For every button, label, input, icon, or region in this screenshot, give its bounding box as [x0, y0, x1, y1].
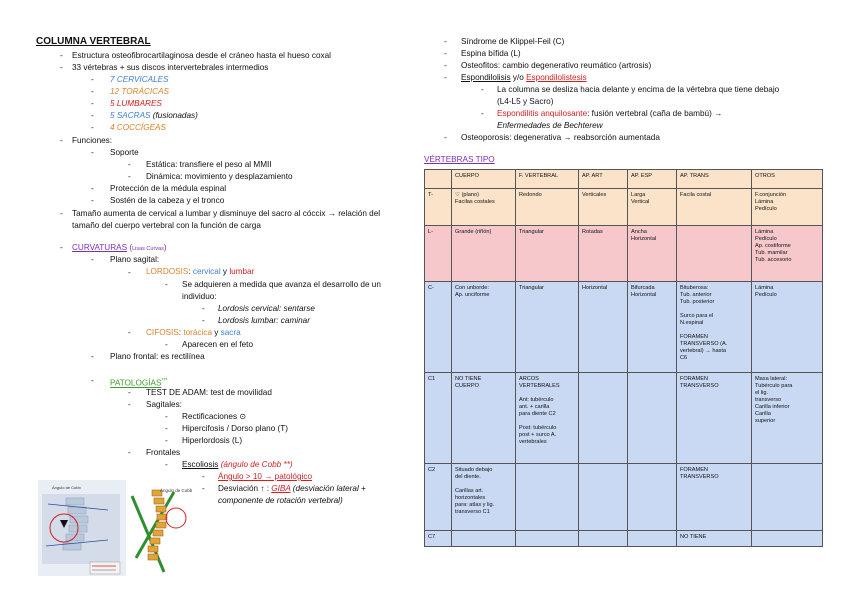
anquilosante-line: [497, 109, 722, 119]
page-title: COLUMNA VERTEBRAL: [36, 36, 151, 47]
table-cell: [677, 282, 752, 373]
desviacion-line: [218, 484, 366, 494]
table-cell: [516, 189, 579, 226]
espond-desc-2: (L4-L5 y Sacro): [497, 97, 554, 106]
table-row: [425, 464, 823, 531]
bullet-dash: -: [444, 133, 447, 142]
table-cell: [579, 189, 628, 226]
table-cell: [452, 373, 516, 464]
bullet-dash: -: [91, 255, 94, 264]
region-cervicales: 7 CERVICALES: [110, 75, 169, 84]
bullet-dash: -: [60, 63, 63, 72]
cobb-spine-figure: [126, 486, 198, 576]
escoliosis-label: Escoliosis: [182, 460, 219, 469]
table-row: [425, 531, 823, 547]
bullet-dash: -: [165, 436, 168, 445]
cell-text: ARCOS VERTEBRALES Ant: tubérculo ant. + carilla para diente C2 Post: tubérculo post + surco A. vertebrales: [519, 376, 560, 445]
cell-text: Redondo: [519, 192, 542, 198]
table-cell: [752, 189, 823, 226]
curvatures-label: CURVATURAS: [72, 243, 128, 252]
bullet-dash: -: [444, 49, 447, 58]
table-cell: [628, 282, 677, 373]
table-cell: [752, 226, 823, 282]
cell-text: C7: [428, 534, 436, 540]
cell-text: Con unborde: Ap. unciforme: [455, 285, 490, 298]
bullet-dash: -: [128, 388, 131, 397]
espond-desc-1: La columna se desliza hacia delante y encima de la vértebra que tiene debajo: [497, 85, 780, 94]
table-cell: [752, 373, 823, 464]
cell-text: Lámina Pedículo Ap. costiforme Tub. mamilar Tub. accesorio: [755, 229, 792, 263]
cell-text: Larga Vertical: [631, 192, 650, 205]
fig-label-2: Ángulo de Cobb: [160, 488, 193, 493]
intro-line-2: 33 vértebras + sus discos intervertebrales intermedios: [72, 63, 269, 72]
table-cell: [452, 226, 516, 282]
bullet-dash: -: [60, 243, 63, 252]
bullet-dash: -: [165, 340, 168, 349]
intro-line-1: Estructura osteofibrocartilaginosa desde el cráneo hasta el hueso coxal: [72, 51, 331, 60]
bullet-dash: -: [128, 160, 131, 169]
table-cell: [425, 531, 452, 547]
lordosis-lumbar-note: Lordosis lumbar: caminar: [218, 316, 310, 325]
lordosis-and: y: [220, 267, 230, 276]
lordosis-desc-2: individuo:: [182, 292, 217, 301]
bullet-dash: -: [60, 209, 63, 218]
cell-text: NO TIENE: [680, 534, 707, 540]
cell-text: ♡ (plano) Facilas costales: [455, 192, 495, 205]
path-item-1: Síndrome de Klippel-Feil (C): [461, 37, 565, 46]
table-cell: [452, 464, 516, 531]
anquilosante-label: Espondilitis anquilosante: [497, 109, 588, 118]
path-item-2: Espina bífida (L): [461, 49, 521, 58]
desviacion-prefix: Desviación ↑ :: [218, 484, 272, 493]
anquilosante-desc: : fusión vertebral (caña de bambú) →: [587, 109, 723, 118]
frontal-line: Plano frontal: es rectilínea: [110, 352, 205, 361]
table-header-cell: AP. TRANS: [677, 170, 752, 189]
bullet-dash: -: [165, 424, 168, 433]
cell-text: Horizontal: [582, 285, 608, 291]
bullet-dash: -: [481, 109, 484, 118]
cell-text: Facila costal: [680, 192, 712, 198]
hiperlordosis: Hiperlordosis (L): [182, 436, 243, 445]
table-cell: [752, 282, 823, 373]
espondilolisis-label: Espondilolisis: [461, 73, 511, 82]
cell-text: T-: [428, 192, 433, 198]
protection-line: Protección de la médula espinal: [110, 184, 227, 193]
bullet-dash: -: [91, 123, 94, 132]
region-sacras-label: 5 SACRAS: [110, 111, 151, 120]
table-cell: [516, 464, 579, 531]
cell-text: Rotadas: [582, 229, 603, 235]
desviacion-rest-2: componente de rotación vertebral): [218, 496, 343, 505]
bullet-dash: -: [60, 136, 63, 145]
desviacion-rest-1: (desviación lateral +: [290, 484, 366, 493]
lordosis-line: [146, 267, 254, 277]
cell-text: FORAMEN TRANSVERSO: [680, 376, 719, 389]
bullet-dash: -: [91, 75, 94, 84]
table-cell: [677, 373, 752, 464]
cobb-xray-figure: [38, 480, 126, 576]
sagittal-label: Plano sagital:: [110, 255, 160, 264]
curvatures-paren-close: ): [163, 243, 167, 252]
table-cell: [628, 226, 677, 282]
table-cell: [516, 373, 579, 464]
curvatures-heading: [72, 243, 167, 254]
head-support-line: Sostén de la cabeza y el tronco: [110, 196, 225, 205]
espondilolistesis-label: Espondilolistesis: [526, 73, 587, 82]
bullet-dash: -: [91, 184, 94, 193]
lordosis-cervical: cervical: [192, 267, 221, 276]
fig-label-1: Ángulo de Cobb: [52, 485, 81, 490]
cell-text: Masa lateral: Tubérculo para el lig. transverso Carilla inferior Carilla superior: [755, 376, 793, 424]
cifosis-and: y: [212, 328, 221, 337]
cifosis-note: Aparecen en el feto: [182, 340, 254, 349]
bullet-dash: -: [91, 148, 94, 157]
adam-test: TEST DE ADAM: test de movilidad: [146, 388, 272, 397]
table-cell: [579, 282, 628, 373]
table-cell: [628, 531, 677, 547]
table-cell: [628, 373, 677, 464]
lordosis-lumbar: lumbar: [229, 267, 255, 276]
escoliosis-line: [182, 460, 293, 470]
bullet-dash: -: [91, 99, 94, 108]
region-sacras: [110, 111, 198, 121]
sagitales-label: Sagitales:: [146, 400, 182, 409]
table-cell: [452, 189, 516, 226]
table-header-cell: AP. ART: [579, 170, 628, 189]
table-cell: [579, 464, 628, 531]
table-row: [425, 282, 823, 373]
table-header-cell: [425, 170, 452, 189]
bullet-dash: -: [444, 61, 447, 70]
cell-text: Situado debajo del diente. Carillas art. horizontales para: atlas y lig. transverso C1: [455, 467, 495, 515]
table-row: [425, 373, 823, 464]
cell-text: Triangular: [519, 285, 544, 291]
size-line-1: Tamaño aumenta de cervical a lumbar y disminuye del sacro al cóccix → relación del: [72, 209, 381, 218]
bullet-dash: -: [60, 51, 63, 60]
hipercifosis: Hipercifosis / Dorso plano (T): [182, 424, 289, 433]
cell-text: Lámina Pedículo: [755, 285, 777, 298]
frontales-label: Frontales: [146, 448, 181, 457]
table-cell: [628, 189, 677, 226]
table-cell: [452, 531, 516, 547]
cell-text: Grande (riñón): [455, 229, 492, 235]
cell-text: Ancha Horizontal: [631, 229, 657, 242]
bullet-dash: -: [91, 352, 94, 361]
dynamic-line: Dinámica: movimiento y desplazamiento: [146, 172, 293, 181]
lordosis-label: LORDOSIS: [146, 267, 189, 276]
table-cell: [425, 282, 452, 373]
cell-text: F.conjunción Lámina Pedículo: [755, 192, 787, 212]
table-cell: [516, 226, 579, 282]
anquilosante-desc-2: Enfermedades de Bechterew: [497, 121, 603, 130]
pathologies-label: PATOLOGÍAS: [110, 378, 162, 388]
cell-text: Bituberosa: Tub. anterior Tub. posterior Surco para el N.espinal FORAMEN TRANSVERSO (A. vertebral) → hasta C6: [680, 285, 728, 361]
table-cell: [516, 282, 579, 373]
path-item-3: Osteofitos: cambio degenerativo reumático (artrosis): [461, 61, 652, 70]
table-row: [425, 189, 823, 226]
table-cell: [516, 531, 579, 547]
region-sacras-suffix: (fusionadas): [150, 111, 198, 120]
bullet-dash: -: [202, 304, 205, 313]
bullet-dash: -: [165, 280, 168, 289]
static-line: Estática: transfiere el peso al MMII: [146, 160, 272, 169]
region-toracicas: 12 TORÁCICAS: [110, 87, 169, 96]
table-cell: [425, 464, 452, 531]
colon: :: [178, 328, 184, 337]
cell-text: C-: [428, 285, 434, 291]
table-header-cell: AP. ESP: [628, 170, 677, 189]
table-cell: [452, 282, 516, 373]
rectificaciones: Rectificaciones ⊙: [182, 412, 247, 421]
table-cell: [579, 531, 628, 547]
size-line-2: tamaño del cuerpo vertebral con la función de carga: [72, 221, 261, 230]
table-header-row: [425, 170, 823, 189]
bullet-dash: -: [91, 196, 94, 205]
cell-text: C2: [428, 467, 436, 473]
curvatures-sub: Lisas Curvas: [132, 246, 164, 252]
table-header-cell: F. VERTEBRAL: [516, 170, 579, 189]
region-lumbares: 5 LUMBARES: [110, 99, 162, 108]
table-cell: [425, 226, 452, 282]
bullet-dash: -: [91, 87, 94, 96]
bullet-dash: -: [91, 376, 94, 385]
table-row: [425, 226, 823, 282]
table-cell: [579, 226, 628, 282]
table-cell: [677, 226, 752, 282]
pathologies-sup: ***: [161, 378, 168, 384]
table-cell: [425, 189, 452, 226]
vertebrae-table: [424, 169, 823, 547]
lordosis-desc-1: Se adquieren a medida que avanza el desarrollo de un: [182, 280, 381, 289]
bullet-dash: -: [202, 472, 205, 481]
bullet-dash: -: [128, 172, 131, 181]
bullet-dash: -: [128, 328, 131, 337]
cell-text: C1: [428, 376, 436, 382]
cell-text: Triangular: [519, 229, 544, 235]
cell-text: Bifurcada Horizontal: [631, 285, 657, 298]
lordosis-cervical-note: Lordosis cervical: sentarse: [218, 304, 315, 313]
table-header-cell: CUERPO: [452, 170, 516, 189]
bullet-dash: -: [165, 460, 168, 469]
giba-label: GIBA: [271, 484, 291, 493]
cell-text: FORAMEN TRANSVERSO: [680, 467, 719, 480]
espond-and: y/o: [510, 73, 527, 82]
table-cell: [425, 373, 452, 464]
support-label: Soporte: [110, 148, 139, 157]
pathologies-heading: [110, 376, 167, 389]
table-title: VÉRTEBRAS TIPO: [424, 155, 495, 164]
functions-label: Funciones:: [72, 136, 113, 145]
cifosis-sacra: sacra: [220, 328, 241, 337]
bullet-dash: -: [128, 400, 131, 409]
bullet-dash: -: [444, 73, 447, 82]
bullet-dash: -: [128, 268, 131, 277]
colon: :: [188, 267, 193, 276]
osteoporosis-line: Osteoporosis: degenerativa → reabsorción aumentada: [461, 133, 660, 142]
bullet-dash: -: [481, 85, 484, 94]
table-header-cell: OTROS: [752, 170, 823, 189]
escoliosis-note: (ángulo de Cobb **): [220, 460, 293, 469]
cell-text: NO TIENE CUERPO: [455, 376, 482, 389]
cell-text: Verticales: [582, 192, 607, 198]
table-cell: [628, 464, 677, 531]
table-cell: [677, 189, 752, 226]
cifosis-line: [146, 328, 241, 338]
angulo-line: Ángulo > 10 → patológico: [218, 472, 312, 481]
table-cell: [677, 464, 752, 531]
table-cell: [752, 531, 823, 547]
bullet-dash: -: [202, 316, 205, 325]
table-cell: [677, 531, 752, 547]
curvatures-paren-open: (: [129, 243, 133, 252]
cell-text: L-: [428, 229, 433, 235]
bullet-dash: -: [444, 37, 447, 46]
espondilolisis-line: [461, 73, 587, 83]
cifosis-toracica: torácica: [183, 328, 212, 337]
cifosis-label: CIFOSIS: [146, 328, 179, 337]
bullet-dash: -: [128, 448, 131, 457]
table-cell: [752, 464, 823, 531]
table-cell: [579, 373, 628, 464]
bullet-dash: -: [202, 484, 205, 493]
region-coccigeas: 4 COCCÍGEAS: [110, 123, 166, 132]
bullet-dash: -: [91, 111, 94, 120]
bullet-dash: -: [165, 412, 168, 421]
